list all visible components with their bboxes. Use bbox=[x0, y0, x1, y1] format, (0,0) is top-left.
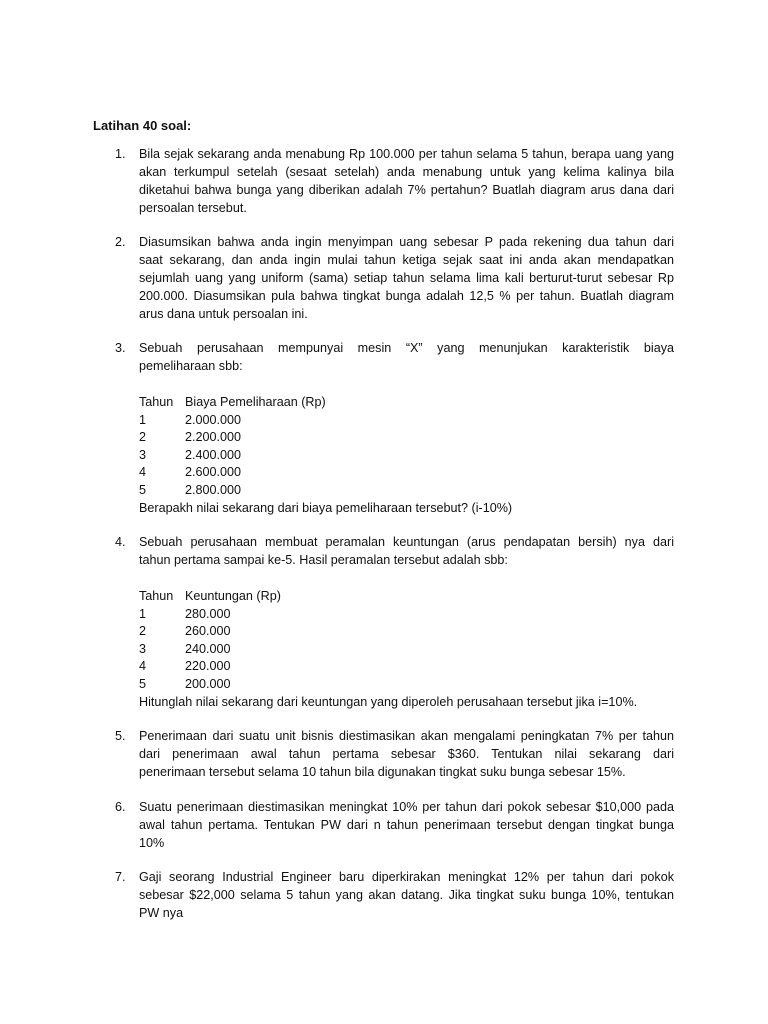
question-number: 2. bbox=[115, 235, 126, 249]
question-line: saat sekarang, dan anda ingin mulai tahun ketiga sejak saat ini anda akan mendapatkan bbox=[139, 253, 674, 267]
question-number: 4. bbox=[115, 535, 126, 549]
question-line: dari penerimaan awal tahun pertama sebesar $360. Tentukan nilai sekarang dari bbox=[139, 747, 674, 761]
cell-value: 220.000 bbox=[185, 659, 231, 674]
question-6 bbox=[117, 798, 674, 852]
question-line: 10% bbox=[139, 836, 165, 850]
header-value: Biaya Pemeliharaan (Rp) bbox=[185, 395, 326, 409]
question-line: sebesar $22,000 selama 5 tahun yang akan datang. Jika tingkat suku bunga 10%, tentukan bbox=[139, 888, 674, 902]
header-value: Keuntungan (Rp) bbox=[185, 589, 281, 603]
question-line: diketahui bahwa bunga yang diberikan adalah 7% pertahun? Buatlah diagram arus dana dari bbox=[139, 183, 674, 197]
question-number: 1. bbox=[115, 147, 126, 161]
question-line: tahun pertama sampai ke-5. Hasil peramalan tersebut adalah sbb: bbox=[139, 553, 508, 567]
question-line: Diasumsikan bahwa anda ingin menyimpan uang sebesar P pada rekening dua tahun dari bbox=[139, 235, 674, 249]
profit-table bbox=[139, 587, 674, 693]
header-year: Tahun bbox=[139, 589, 174, 603]
question-line: 200.000. Diasumsikan pula bahwa tingkat bunga adalah 12,5 % per tahun. Buatlah diagram bbox=[139, 289, 674, 303]
maintenance-cost-table bbox=[139, 393, 674, 499]
cell-value: 2.200.000 bbox=[185, 430, 242, 445]
cell-value: 2.400.000 bbox=[185, 447, 242, 462]
cell-year: 4 bbox=[139, 465, 147, 480]
cell-year: 3 bbox=[139, 447, 147, 462]
question-line: sejumlah uang yang uniform (sama) setiap tahun selama lima kali berturut-turut sebesar Rp bbox=[139, 271, 674, 285]
question-number: 5. bbox=[115, 729, 126, 743]
question-line: penerimaan tersebut selama 10 tahun bila digunakan tingkat suku bunga sebesar 15%. bbox=[139, 765, 626, 779]
table-row bbox=[139, 675, 674, 693]
question-line: Suatu penerimaan diestimasikan meningkat 10% per tahun dari pokok sebesar $10,000 pada bbox=[139, 800, 674, 814]
table-row bbox=[139, 411, 674, 429]
header-year: Tahun bbox=[139, 395, 174, 409]
question-line: Sebuah perusahaan membuat peramalan keuntungan (arus pendapatan bersih) nya dari bbox=[139, 535, 674, 549]
table-row bbox=[139, 481, 674, 499]
table-row bbox=[139, 622, 674, 640]
table-row bbox=[139, 640, 674, 658]
question-line: pemeliharaan sbb: bbox=[139, 359, 243, 373]
cell-year: 2 bbox=[139, 624, 147, 639]
question-2 bbox=[117, 233, 674, 323]
cell-value: 280.000 bbox=[185, 606, 231, 621]
cell-value: 260.000 bbox=[185, 624, 231, 639]
cell-value: 2.600.000 bbox=[185, 465, 242, 480]
cell-value: 2.000.000 bbox=[185, 412, 242, 427]
question-line: akan terkumpul setelah (sesaat setelah) anda menabung untuk yang kelima kalinya bila bbox=[139, 165, 674, 179]
question-1 bbox=[117, 145, 674, 217]
question-line: persoalan tersebut. bbox=[139, 201, 247, 215]
cell-value: 200.000 bbox=[185, 676, 231, 691]
question-number: 3. bbox=[115, 341, 126, 355]
question-5 bbox=[117, 727, 674, 781]
cell-year: 5 bbox=[139, 676, 147, 691]
cell-year: 1 bbox=[139, 606, 147, 621]
question-line: awal tahun pertama. Tentukan PW dari n tahun penerimaan tersebut dengan tingkat bunga bbox=[139, 818, 674, 832]
question-number: 6. bbox=[115, 800, 126, 814]
question-7 bbox=[117, 868, 674, 922]
question-3 bbox=[117, 339, 674, 517]
table-row bbox=[139, 605, 674, 623]
question-line: Bila sejak sekarang anda menabung Rp 100.000 per tahun selama 5 tahun, berapa uang yang bbox=[139, 147, 674, 161]
cell-year: 1 bbox=[139, 412, 147, 427]
question-line: PW nya bbox=[139, 906, 184, 920]
question-number: 7. bbox=[115, 870, 126, 884]
cell-year: 4 bbox=[139, 659, 147, 674]
question-text: Berapakh nilai sekarang dari biaya pemeliharaan tersebut? (i-10%) bbox=[139, 500, 513, 515]
question-line: Gaji seorang Industrial Engineer baru diperkirakan meningkat 12% per tahun dari pokok bbox=[139, 870, 674, 884]
table-row bbox=[139, 657, 674, 675]
table-row bbox=[139, 463, 674, 481]
table-header bbox=[139, 393, 674, 411]
question-line: Penerimaan dari suatu unit bisnis diestimasikan akan mengalami peningkatan 7% per tahun bbox=[139, 729, 674, 743]
table-row bbox=[139, 446, 674, 464]
cell-value: 240.000 bbox=[185, 641, 231, 656]
question-line: arus dana untuk persoalan ini. bbox=[139, 307, 308, 321]
cell-year: 2 bbox=[139, 430, 147, 445]
cell-year: 3 bbox=[139, 641, 147, 656]
question-text: Hitunglah nilai sekarang dari keuntungan yang diperoleh perusahaan tersebut jika i=10%. bbox=[139, 694, 638, 709]
table-header bbox=[139, 587, 674, 605]
question-4 bbox=[117, 533, 674, 711]
cell-year: 5 bbox=[139, 482, 147, 497]
cell-value: 2.800.000 bbox=[185, 482, 242, 497]
table-row bbox=[139, 428, 674, 446]
page-title: Latihan 40 soal: bbox=[93, 118, 192, 133]
question-line: Sebuah perusahaan mempunyai mesin “X” yang menunjukan karakteristik biaya bbox=[139, 341, 674, 355]
